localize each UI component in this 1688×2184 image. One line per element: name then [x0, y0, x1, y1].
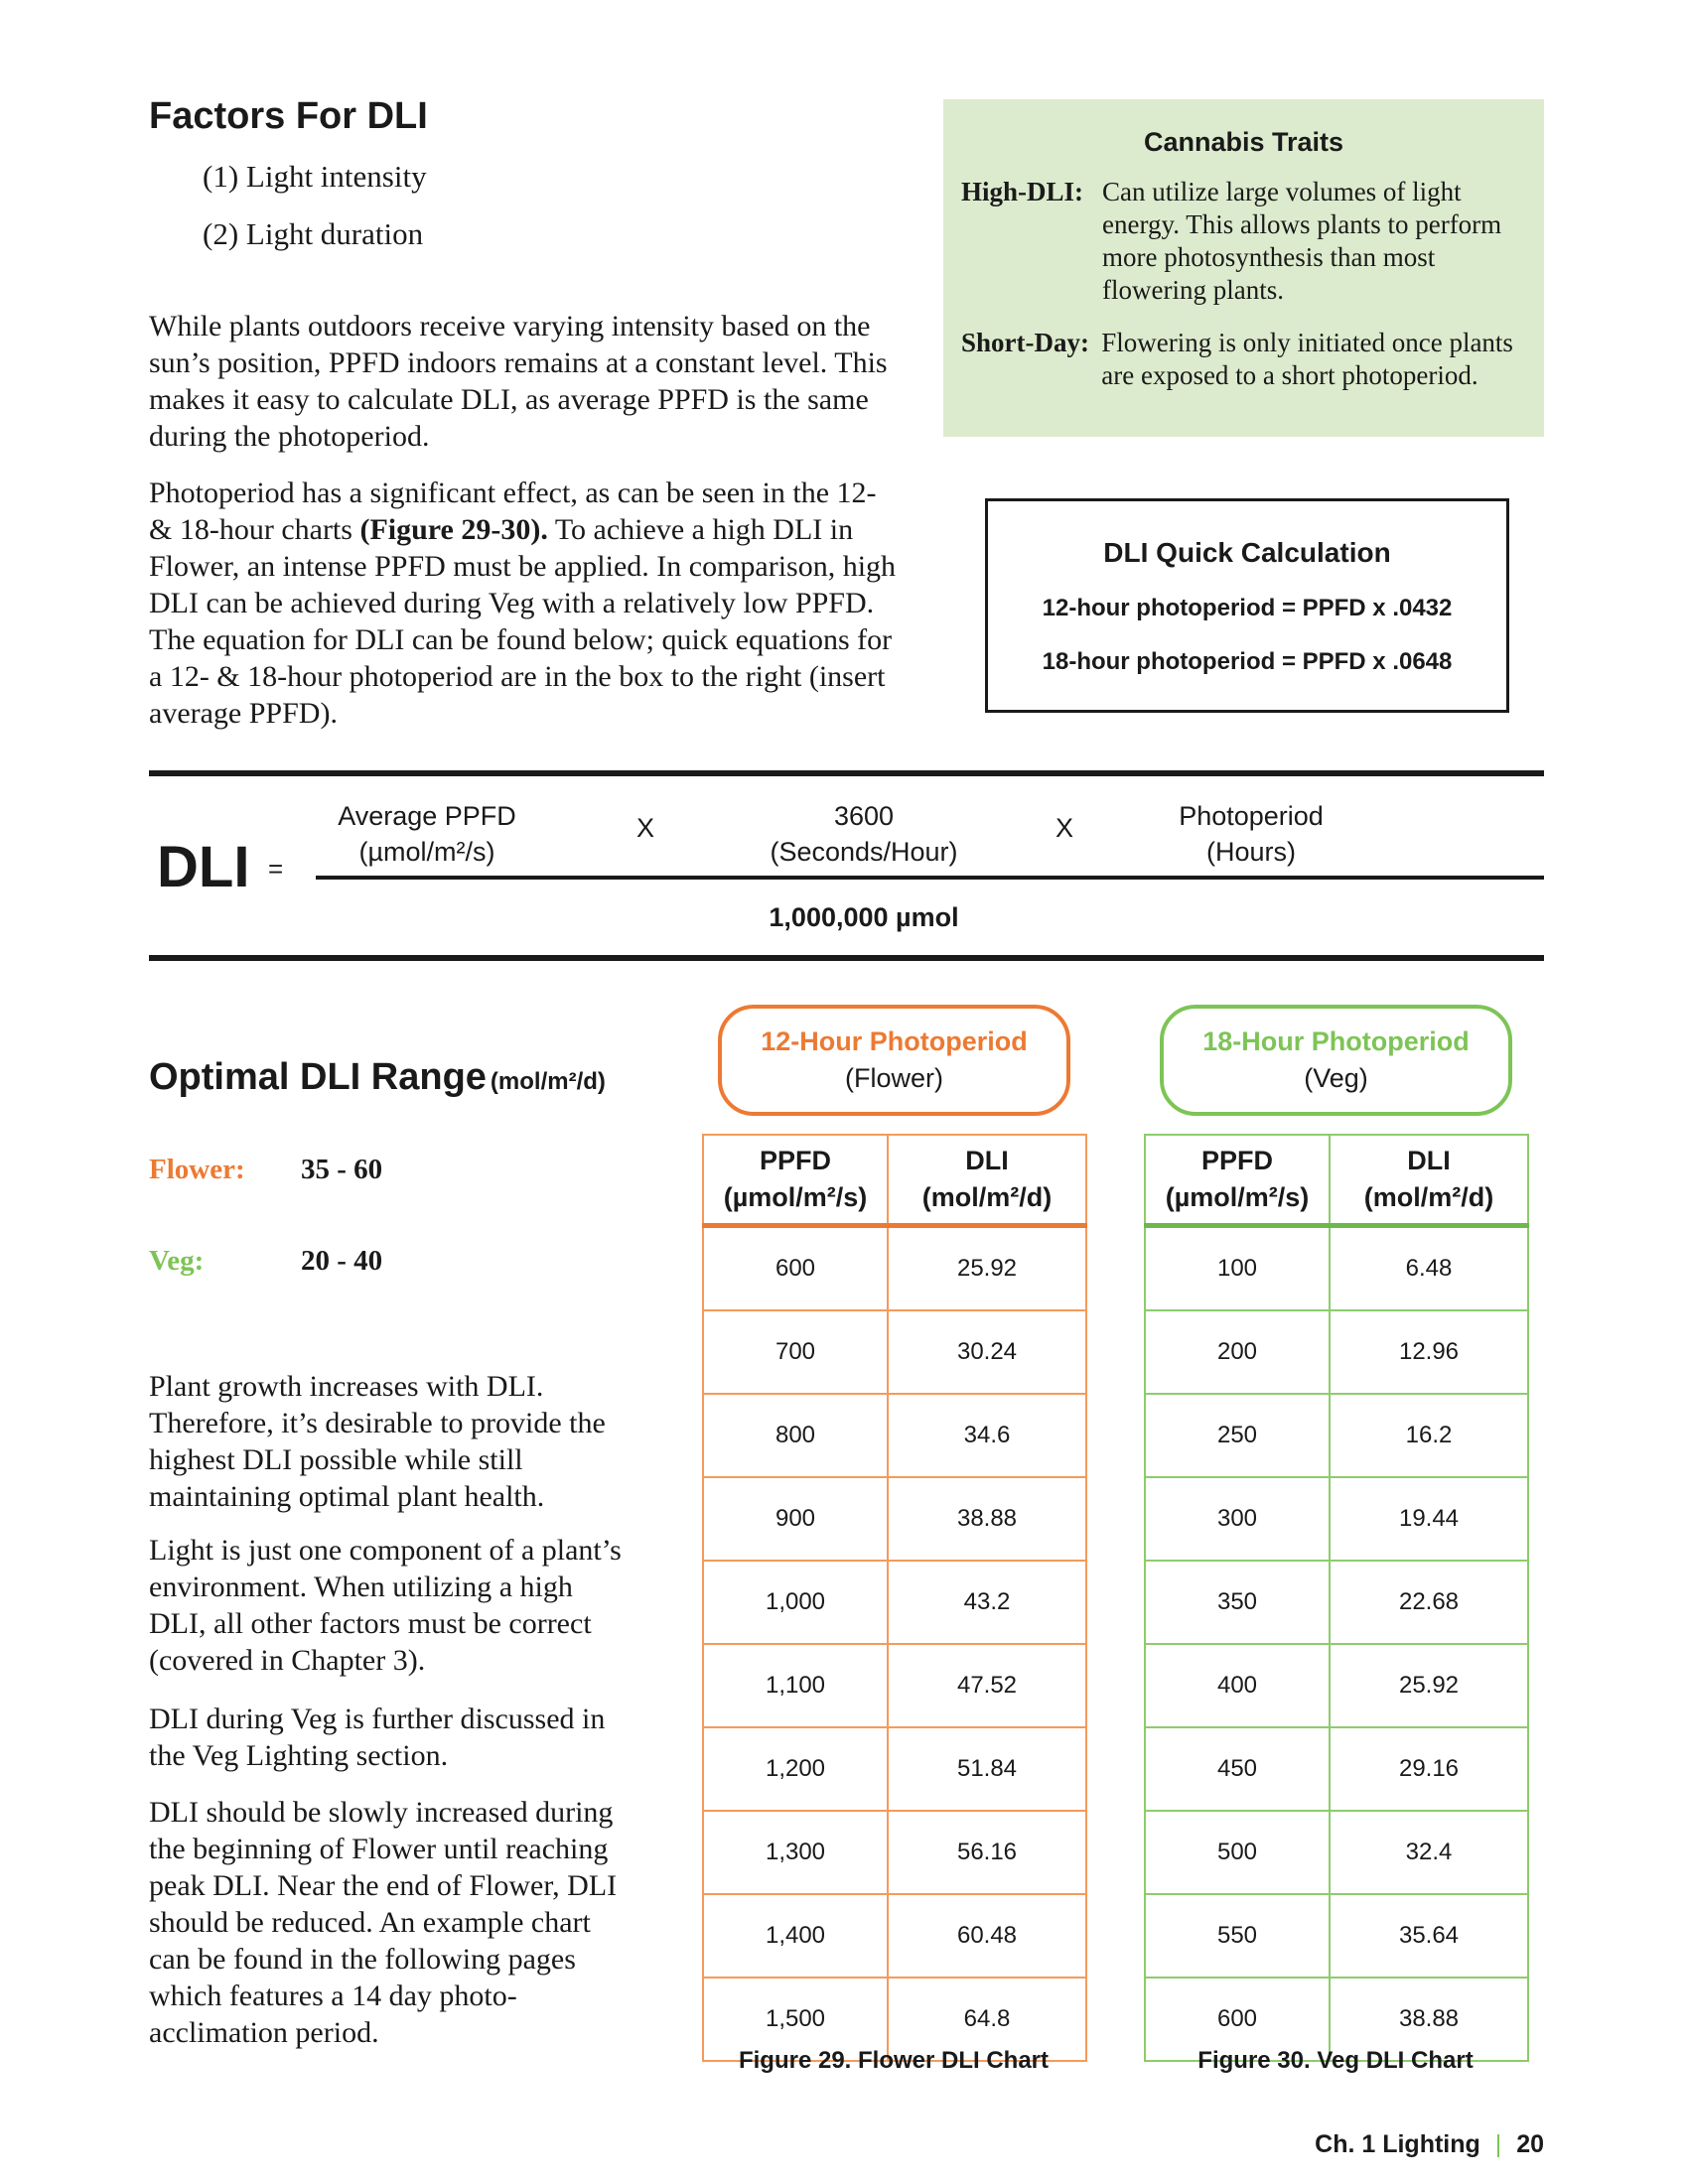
dli-cell: 47.52	[888, 1644, 1086, 1727]
dli-cell: 56.16	[888, 1811, 1086, 1894]
dli-cell: 38.88	[1330, 1978, 1528, 2061]
quick-calc-12h: 12-hour photoperiod = PPFD x .0432	[1042, 595, 1453, 621]
table-row	[1145, 1226, 1528, 1311]
table-row	[1145, 1644, 1528, 1727]
dli-cell: 6.48	[1330, 1226, 1528, 1311]
dli-cell: 25.92	[888, 1226, 1086, 1311]
table-header-row	[1145, 1135, 1528, 1226]
formula-term-photoperiod	[1122, 798, 1380, 870]
veg-figure-caption: Figure 30. Veg DLI Chart	[1197, 2047, 1474, 2074]
footer-page-number: 20	[1516, 2130, 1544, 2158]
table-row	[703, 1811, 1086, 1894]
column-header-ppfd: PPFD (µmol/m²/s)	[1145, 1135, 1330, 1226]
ppfd-cell: 600	[1145, 1978, 1330, 2061]
ppfd-cell: 550	[1145, 1894, 1330, 1978]
ppfd-cell: 1,200	[703, 1727, 888, 1811]
table-row	[703, 1477, 1086, 1561]
table-row	[703, 1394, 1086, 1477]
formula-times: X	[1055, 813, 1073, 843]
pill-subtitle: (Flower)	[845, 1063, 943, 1093]
ppfd-cell: 400	[1145, 1644, 1330, 1727]
dli-cell: 38.88	[888, 1477, 1086, 1561]
table-row	[703, 1561, 1086, 1644]
footer-separator: |	[1494, 2130, 1502, 2158]
dli-cell: 60.48	[888, 1894, 1086, 1978]
veg-dli-table	[1144, 1134, 1529, 2062]
ppfd-cell: 350	[1145, 1561, 1330, 1644]
left-paragraph-acclimation: DLI should be slowly increased during the beginning of Flower until reaching peak DLI. Near the end of Flower, DLI should be reduced. An example chart can be found in the following pages which features a 14 day photo-acclimation period.	[149, 1796, 618, 2049]
left-paragraph-environment: Light is just one component of a plant’s environment. When utilizing a high DLI, all other factors must be correct (covered in Chapter 3).	[149, 1534, 622, 1677]
veg-photoperiod-pill	[1160, 1005, 1512, 1116]
flower-photoperiod-pill	[718, 1005, 1070, 1116]
table-header-row	[703, 1135, 1086, 1226]
optimal-dli-heading	[149, 1056, 606, 1099]
ppfd-cell: 250	[1145, 1394, 1330, 1477]
optimal-veg-range: 20 - 40	[301, 1245, 383, 1277]
formula-equals: =	[268, 854, 284, 884]
photoperiod-paragraph	[149, 475, 904, 732]
dli-cell: 43.2	[888, 1561, 1086, 1644]
left-paragraph-growth: Plant growth increases with DLI. Therefore, it’s desirable to provide the highest DLI possible while still maintaining optimal plant health.	[149, 1370, 606, 1513]
pill-subtitle: (Veg)	[1304, 1063, 1368, 1093]
table-row	[1145, 1811, 1528, 1894]
formula-times: X	[635, 813, 654, 843]
factors-title: Factors For DLI	[149, 95, 428, 137]
column-header-ppfd: PPFD (µmol/m²/s)	[703, 1135, 888, 1226]
optimal-veg-label: Veg:	[149, 1245, 205, 1277]
trait-high-dli	[961, 176, 1526, 307]
formula-term-label: Average PPFD	[338, 801, 516, 831]
table-row	[1145, 1477, 1528, 1561]
table-row	[1145, 1561, 1528, 1644]
intro-paragraph: While plants outdoors receive varying intensity based on the sun’s position, PPFD indoors remains at a constant level. This makes it easy to calculate DLI, as average PPFD is the same during the photoperiod.	[149, 310, 888, 453]
ppfd-cell: 450	[1145, 1727, 1330, 1811]
formula-dli: DLI	[157, 835, 250, 899]
left-paragraph-veg: DLI during Veg is further discussed in the Veg Lighting section.	[149, 1703, 606, 1772]
formula-term-label: 3600	[833, 801, 895, 831]
dli-cell: 35.64	[1330, 1894, 1528, 1978]
dli-cell: 19.44	[1330, 1477, 1528, 1561]
dli-cell: 64.8	[888, 1978, 1086, 2061]
photoperiod-text-after: To achieve a high DLI in Flower, an intense PPFD must be applied. In comparison, high DLI can be achieved during Veg with a relatively low PPFD. The equation for DLI can be found below; quick equations for a 12- & 18-hour photoperiod are in the box to the right (insert average PPFD).	[149, 513, 897, 730]
table-row	[703, 1727, 1086, 1811]
ppfd-cell: 100	[1145, 1226, 1330, 1311]
ppfd-cell: 1,400	[703, 1894, 888, 1978]
trait-description: Can utilize large volumes of light energy. This allows plants to perform more photosynthesis than most flowering plants.	[1102, 177, 1502, 305]
formula-denominator: 1,000,000 µmol	[769, 902, 959, 932]
trait-term: High-DLI:	[961, 177, 1084, 206]
formula-top-rule	[149, 770, 1544, 776]
ppfd-cell: 900	[703, 1477, 888, 1561]
table-row	[1145, 1394, 1528, 1477]
flower-figure-caption: Figure 29. Flower DLI Chart	[738, 2047, 1050, 2074]
flower-dli-table	[702, 1134, 1087, 2062]
factor-item-intensity: (1) Light intensity	[203, 159, 427, 194]
ppfd-cell: 1,100	[703, 1644, 888, 1727]
table-row	[703, 1226, 1086, 1311]
ppfd-cell: 800	[703, 1394, 888, 1477]
dli-cell: 51.84	[888, 1727, 1086, 1811]
ppfd-cell: 1,500	[703, 1978, 888, 2061]
dli-cell: 12.96	[1330, 1310, 1528, 1394]
ppfd-cell: 1,300	[703, 1811, 888, 1894]
formula-term-ppfd	[298, 798, 556, 870]
photoperiod-text-before: Photoperiod has a significant effect, as can be seen in the 12- & 18-hour charts	[149, 477, 877, 546]
trait-term: Short-Day:	[961, 328, 1089, 357]
optimal-flower-label: Flower:	[149, 1154, 245, 1185]
dli-cell: 32.4	[1330, 1811, 1528, 1894]
dli-cell: 16.2	[1330, 1394, 1528, 1477]
optimal-dli-title: Optimal DLI Range	[149, 1056, 487, 1098]
formula-term-seconds	[735, 798, 993, 870]
page-footer	[1315, 2130, 1544, 2159]
figure-reference: (Figure 29-30).	[359, 513, 548, 546]
column-header-dli: DLI (mol/m²/d)	[1330, 1135, 1528, 1226]
formula-term-unit: (Hours)	[1205, 837, 1296, 867]
dli-cell: 30.24	[888, 1310, 1086, 1394]
trait-short-day	[961, 327, 1526, 392]
dli-cell: 34.6	[888, 1394, 1086, 1477]
dli-cell: 29.16	[1330, 1727, 1528, 1811]
pill-title: 12-Hour Photoperiod	[761, 1026, 1028, 1056]
quick-calc-title: DLI Quick Calculation	[1103, 537, 1391, 568]
table-row	[1145, 1727, 1528, 1811]
table-row	[1145, 1894, 1528, 1978]
formula-fraction-bar	[316, 876, 1544, 880]
table-row	[703, 1644, 1086, 1727]
column-header-dli: DLI (mol/m²/d)	[888, 1135, 1086, 1226]
cannabis-traits-box	[943, 99, 1544, 437]
traits-title: Cannabis Traits	[1143, 127, 1344, 157]
quick-calculation-box	[985, 498, 1509, 713]
table-row	[1145, 1310, 1528, 1394]
ppfd-cell: 200	[1145, 1310, 1330, 1394]
formula-term-label: Photoperiod	[1179, 801, 1324, 831]
trait-description: Flowering is only initiated once plants are exposed to a short photoperiod.	[1101, 328, 1513, 390]
formula-term-unit: (µmol/m²/s)	[358, 837, 495, 867]
factor-item-duration: (2) Light duration	[203, 216, 424, 251]
ppfd-cell: 1,000	[703, 1561, 888, 1644]
dli-cell: 22.68	[1330, 1561, 1528, 1644]
formula-bottom-rule	[149, 955, 1544, 961]
optimal-dli-unit: (mol/m²/d)	[490, 1068, 606, 1095]
table-row	[703, 1894, 1086, 1978]
ppfd-cell: 500	[1145, 1811, 1330, 1894]
footer-chapter: Ch. 1 Lighting	[1315, 2130, 1480, 2158]
table-row	[703, 1310, 1086, 1394]
pill-title: 18-Hour Photoperiod	[1202, 1026, 1470, 1056]
ppfd-cell: 700	[703, 1310, 888, 1394]
dli-cell: 25.92	[1330, 1644, 1528, 1727]
quick-calc-18h: 18-hour photoperiod = PPFD x .0648	[1042, 648, 1453, 675]
ppfd-cell: 600	[703, 1226, 888, 1311]
ppfd-cell: 300	[1145, 1477, 1330, 1561]
formula-term-unit: (Seconds/Hour)	[770, 837, 958, 867]
optimal-flower-range: 35 - 60	[301, 1154, 383, 1185]
